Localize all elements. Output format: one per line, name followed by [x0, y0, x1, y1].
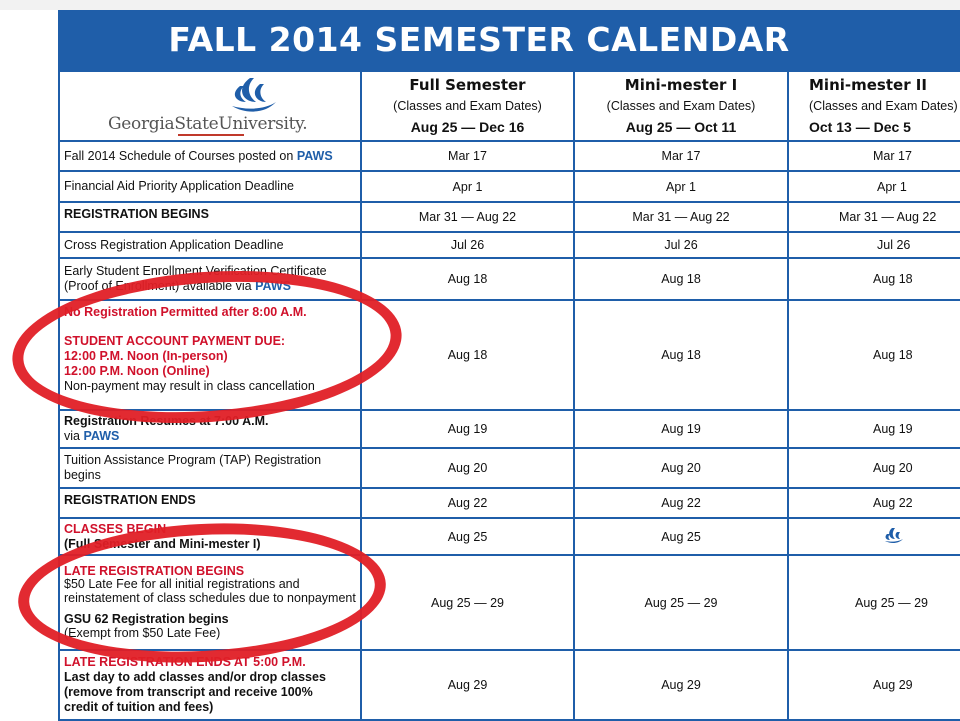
date-cell: Aug 18 — [574, 258, 788, 300]
paws-link[interactable]: PAWS — [255, 279, 291, 293]
col-subtitle: (Classes and Exam Dates) — [606, 98, 756, 113]
top-band — [0, 0, 960, 10]
date-cell: Aug 25 — [361, 518, 574, 555]
date-cell: Aug 25 — 29 — [574, 555, 788, 650]
row-label: Tuition Assistance Program (TAP) Registration begins — [59, 448, 361, 488]
calendar-table — [58, 70, 960, 721]
col-title: Mini-mester II — [809, 75, 927, 94]
table-row — [59, 488, 960, 518]
row-label: REGISTRATION ENDS — [59, 488, 361, 518]
calendar-title: FALL 2014 SEMESTER CALENDAR — [58, 10, 960, 70]
header-row — [59, 71, 960, 141]
paws-link[interactable]: PAWS — [83, 429, 120, 443]
table-row — [59, 232, 960, 258]
date-cell: Mar 31 — Aug 22 — [361, 202, 574, 232]
gsu-logo — [60, 72, 360, 140]
row-label: No Registration Permitted after 8:00 A.M. STUDENT ACCOUNT PAYMENT DUE: 12:00 P.M. Noon (In-person) 12:00 P.M. Noon (Online) Non-payment may result in class cancellation — [59, 300, 361, 410]
row-label: REGISTRATION BEGINS — [59, 202, 361, 232]
col-dates: Aug 25 — Dec 16 — [410, 118, 525, 135]
col-header-mini1 — [574, 71, 788, 141]
date-cell: Aug 25 — [574, 518, 788, 555]
col-title: Mini-mester I — [624, 75, 738, 94]
row-label: LATE REGISTRATION BEGINS $50 Late Fee for all initial registrations and reinstatement of class schedules due to nonpayment GSU 62 Registration begins (Exempt from $50 Late Fee) — [59, 555, 361, 650]
date-cell: Aug 20 — [788, 448, 960, 488]
table-row — [59, 410, 960, 448]
date-cell: Aug 18 — [361, 258, 574, 300]
col-header-full — [361, 71, 574, 141]
row-label: Registration Resumes at 7:00 A.M. via PAWS — [59, 410, 361, 448]
date-cell: Aug 22 — [788, 488, 960, 518]
date-cell: Aug 22 — [361, 488, 574, 518]
logo-underline — [178, 134, 244, 136]
date-cell: Aug 20 — [361, 448, 574, 488]
col-dates: Oct 13 — Dec 5 — [809, 118, 911, 135]
row-label: Financial Aid Priority Application Deadline — [59, 171, 361, 202]
col-subtitle: (Classes and Exam Dates) — [809, 98, 958, 113]
date-cell: Aug 19 — [574, 410, 788, 448]
table-row — [59, 171, 960, 202]
col-dates: Aug 25 — Oct 11 — [625, 118, 737, 135]
row-label: Cross Registration Application Deadline — [59, 232, 361, 258]
date-cell: Jul 26 — [361, 232, 574, 258]
row-label: Early Student Enrollment Verification Certificate (Proof of Enrollment) available via PAWS — [59, 258, 361, 300]
date-cell: Aug 25 — 29 — [361, 555, 574, 650]
table-row — [59, 650, 960, 720]
date-cell: Apr 1 — [788, 171, 960, 202]
table-row — [59, 258, 960, 300]
table-row — [59, 202, 960, 232]
row-label: Fall 2014 Schedule of Courses posted on PAWS — [59, 141, 361, 171]
table-row — [59, 555, 960, 650]
date-cell: Aug 29 — [574, 650, 788, 720]
table-row — [59, 141, 960, 171]
logo-wordmark: GeorgiaStateUniversity. — [108, 114, 308, 134]
date-cell — [788, 518, 960, 555]
date-cell: Aug 19 — [361, 410, 574, 448]
col-header-mini2 — [788, 71, 960, 141]
row-label: LATE REGISTRATION ENDS AT 5:00 P.M. Last day to add classes and/or drop classes (remove from transcript and receive 100% credit of tuition and fees) — [59, 650, 361, 720]
date-cell: Aug 18 — [788, 258, 960, 300]
date-cell: Aug 25 — 29 — [788, 555, 960, 650]
date-cell: Aug 18 — [361, 300, 574, 410]
paws-link[interactable]: PAWS — [296, 148, 333, 163]
date-cell: Jul 26 — [788, 232, 960, 258]
date-cell: Aug 20 — [574, 448, 788, 488]
date-cell: Mar 17 — [361, 141, 574, 171]
date-cell: Apr 1 — [361, 171, 574, 202]
date-cell: Mar 31 — Aug 22 — [788, 202, 960, 232]
date-cell: Aug 18 — [788, 300, 960, 410]
date-cell: Jul 26 — [574, 232, 788, 258]
logo-cell — [59, 71, 361, 141]
table-row — [59, 448, 960, 488]
row-label: CLASSES BEGIN (Full Semester and Mini-mester I) — [59, 518, 361, 555]
date-cell: Aug 18 — [574, 300, 788, 410]
date-cell: Aug 29 — [361, 650, 574, 720]
date-cell: Mar 17 — [788, 141, 960, 171]
date-cell: Aug 19 — [788, 410, 960, 448]
date-cell: Mar 17 — [574, 141, 788, 171]
date-cell: Apr 1 — [574, 171, 788, 202]
col-subtitle: (Classes and Exam Dates) — [393, 98, 542, 113]
date-cell: Aug 29 — [788, 650, 960, 720]
date-cell: Aug 22 — [574, 488, 788, 518]
table-row — [59, 300, 960, 410]
table-row — [59, 518, 960, 555]
flame-icon — [883, 526, 905, 544]
date-cell: Mar 31 — Aug 22 — [574, 202, 788, 232]
col-title: Full Semester — [409, 75, 526, 94]
